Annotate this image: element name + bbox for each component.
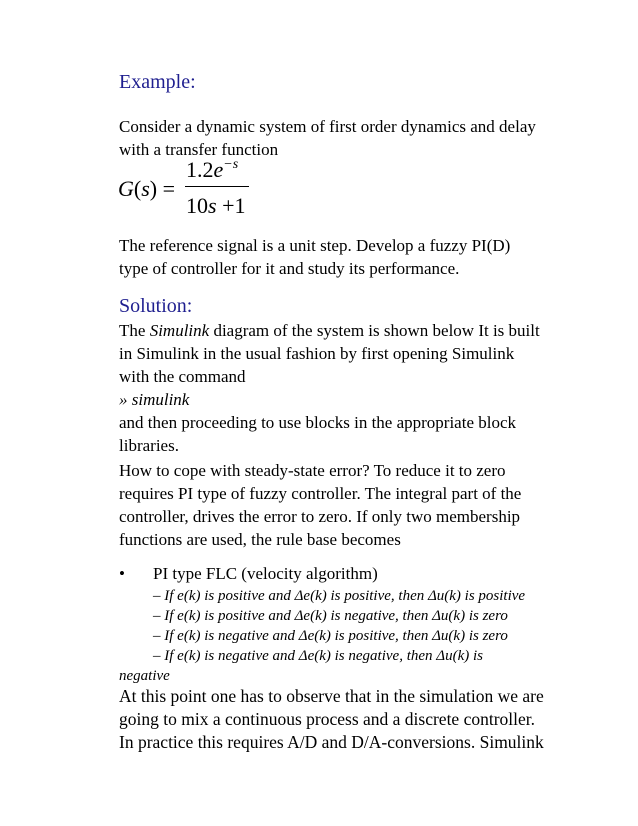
rule-item-1: – If e(k) is positive and Δe(k) is positive, then Δu(k) is positive bbox=[153, 588, 526, 604]
eq-den-rest: +1 bbox=[222, 193, 246, 218]
eq-num-exp: −s bbox=[223, 157, 239, 172]
equation-numerator bbox=[186, 157, 238, 183]
eq-func-name: G bbox=[118, 176, 134, 201]
conclusion-line-1: At this point one has to observe that in the simulation we are bbox=[119, 686, 544, 706]
solution-line-3: with the command bbox=[119, 367, 246, 386]
example-heading: Example: bbox=[119, 71, 196, 93]
rule-item-4: – If e(k) is negative and Δe(k) is negative, then Δu(k) is bbox=[153, 648, 483, 664]
solution-line-6: libraries. bbox=[119, 436, 179, 455]
eq-num-coeff: 1.2 bbox=[186, 157, 214, 182]
eq-equals: = bbox=[162, 176, 176, 201]
rule-4-continuation: negative bbox=[119, 668, 170, 684]
reference-paragraph bbox=[119, 234, 510, 280]
rule-list bbox=[153, 586, 525, 666]
steady-state-line-2: requires PI type of fuzzy controller. The integral part of the bbox=[119, 484, 522, 503]
rule-item-2: – If e(k) is positive and Δe(k) is negative, then Δu(k) is zero bbox=[153, 608, 508, 624]
reference-line-1: The reference signal is a unit step. Develop a fuzzy PI(D) bbox=[119, 236, 511, 255]
eq-paren-open: ( bbox=[133, 176, 142, 201]
eq-den-coeff: 10 bbox=[186, 193, 208, 218]
bullet-text: PI type FLC (velocity algorithm) bbox=[153, 564, 378, 583]
solution-paragraph bbox=[119, 319, 540, 457]
steady-state-line-4: functions are used, the rule base becomes bbox=[119, 530, 401, 549]
intro-line-2: with a transfer function bbox=[119, 140, 279, 159]
solution-line-5: and then proceeding to use blocks in the appropriate block bbox=[119, 413, 517, 432]
conclusion-paragraph bbox=[119, 685, 544, 754]
solution-line-1-post: diagram of the system is shown below It is built bbox=[209, 321, 540, 340]
conclusion-line-2: going to mix a continuous process and a discrete controller. bbox=[119, 709, 536, 729]
steady-state-paragraph bbox=[119, 459, 521, 551]
steady-state-line-3: controller, drives the error to zero. If only two membership bbox=[119, 507, 521, 526]
rule-item-3: – If e(k) is negative and Δe(k) is positive, then Δu(k) is zero bbox=[153, 628, 508, 644]
solution-line-1 bbox=[119, 319, 540, 342]
eq-num-base: e bbox=[213, 157, 224, 182]
eq-den-var: s bbox=[208, 193, 217, 218]
intro-paragraph bbox=[119, 115, 536, 161]
steady-state-line-1: How to cope with steady-state error? To reduce it to zero bbox=[119, 461, 506, 480]
solution-line-1-pre: The bbox=[119, 321, 150, 340]
solution-heading: Solution: bbox=[119, 295, 193, 317]
reference-line-2: type of controller for it and study its performance. bbox=[119, 259, 460, 278]
fraction-bar bbox=[185, 186, 249, 187]
eq-var: s bbox=[141, 176, 150, 201]
eq-paren-close: ) bbox=[149, 176, 158, 201]
solution-line-2: in Simulink in the usual fashion by first opening Simulink bbox=[119, 344, 515, 363]
intro-line-1: Consider a dynamic system of first order dynamics and delay bbox=[119, 117, 536, 136]
equation-lhs bbox=[118, 176, 175, 202]
bullet-marker: • bbox=[119, 564, 125, 583]
equation-denominator bbox=[186, 193, 245, 219]
simulink-command: » simulink bbox=[119, 390, 190, 409]
conclusion-line-3: In practice this requires A/D and D/A-conversions. Simulink bbox=[119, 732, 544, 752]
simulink-emphasis: Simulink bbox=[149, 321, 210, 340]
